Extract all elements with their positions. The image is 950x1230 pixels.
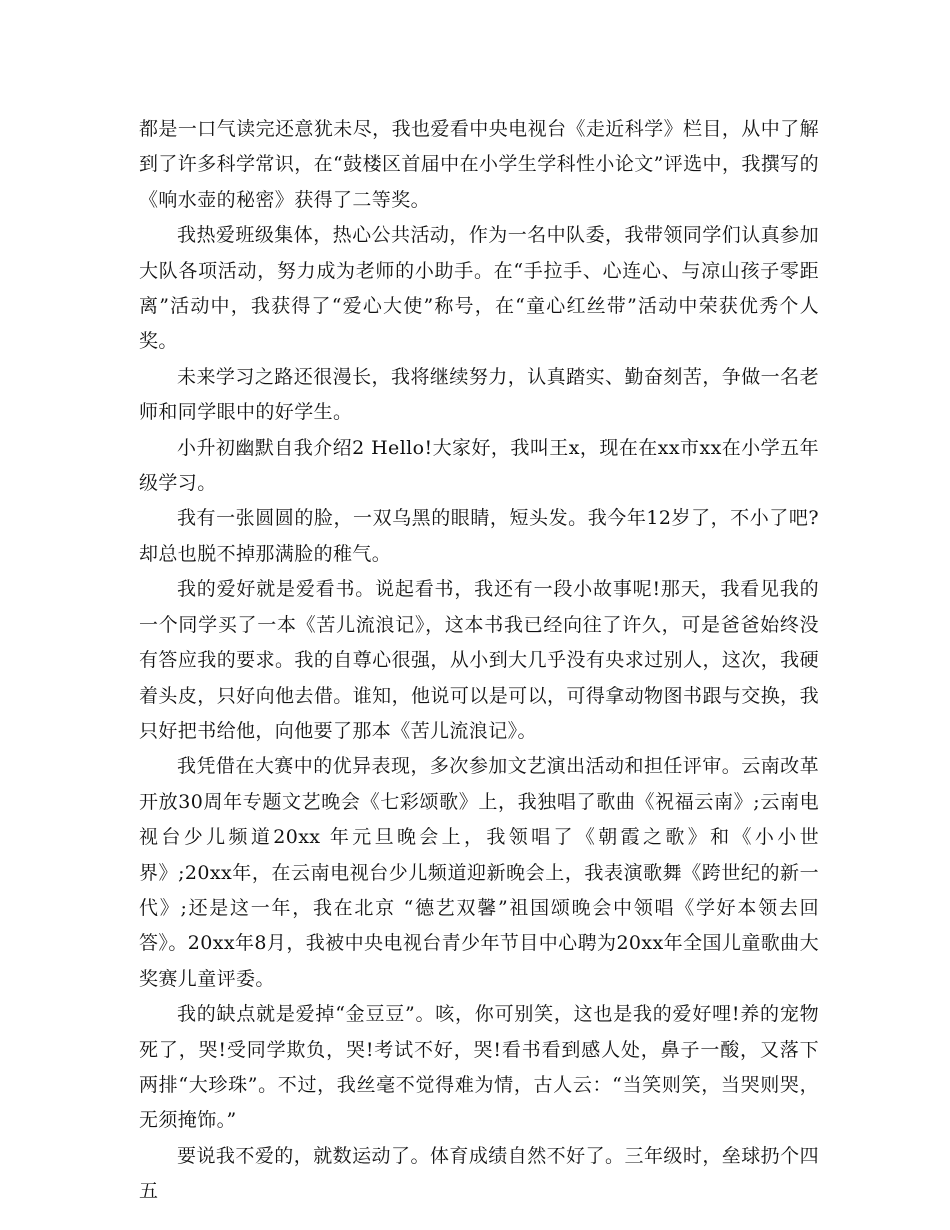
paragraph-appearance: 我有一张圆圆的脸，一双乌黑的眼睛，短头发。我今年12岁了，不小了吧?却总也脱不掉那满脸的稚气。 (139, 507, 819, 565)
paragraph-intro-2-heading: 小升初幽默自我介绍2 Hello!大家好，我叫王x，现在在xx市xx在小学五年级学习。 (139, 436, 819, 495)
paragraph-performances: 我凭借在大赛中的优异表现，多次参加文艺演出活动和担任评审。云南改革开放30周年专题文艺晚会《七彩颂歌》上，我独唱了歌曲《祝福云南》;云南电视台少儿频道20xx 年元旦晚会上，我领唱了《朝霞之歌》和《小小世界》;20xx年，在云南电视台少儿频道迎新晚会上，我表演歌舞《跨世纪的新一代》;还是这一年，我在北京 “德艺双馨”祖国颂晚会中领唱《学好本领去回答》。20xx年8月，我被中央电视台青少年节目中心聘为20xx年全国儿童歌曲大奖赛儿童评委。 (139, 755, 819, 990)
paragraph-future-study: 未来学习之路还很漫长，我将继续努力，认真踏实、勤奋刻苦，争做一名老师和同学眼中的好学生。 (139, 365, 819, 424)
paragraph-class-activities: 我热爱班级集体，热心公共活动，作为一名中队委，我带领同学们认真参加大队各项活动，努力成为老师的小助手。在“手拉手、心连心、与凉山孩子零距离”活动中，我获得了“爱心大使”称号，在“童心红丝带”活动中荣获优秀个人奖。 (139, 224, 819, 353)
paragraph-weakness-crying: 我的缺点就是爱掉“金豆豆”。咳，你可别笑，这也是我的爱好哩!养的宠物死了，哭!受同学欺负，哭!考试不好，哭!看书看到感人处，鼻子一酸，又落下两排“大珍珠”。不过，我丝毫不觉得难为情，古人云：“当笑则笑，当哭则哭，无须掩饰。” (139, 1003, 819, 1132)
paragraph-continuation: 都是一口气读完还意犹未尽，我也爱看中央电视台《走近科学》栏目，从中了解到了许多科学常识，在“鼓楼区首届中在小学生学科性小论文”评选中，我撰写的《响水壶的秘密》获得了二等奖。 (139, 118, 819, 211)
document-body (139, 112, 819, 1210)
paragraph-reading-hobby: 我的爱好就是爱看书。说起看书，我还有一段小故事呢!那天，我看见我的一个同学买了一本《苦儿流浪记》，这本书我已经向往了许久，可是爸爸始终没有答应我的要求。我的自尊心很强，从小到大几乎没有央求过别人，这次，我硬着头皮，只好向他去借。谁知，他说可以是可以，可得拿动物图书跟与交换，我只好把书给他，向他要了那本《苦儿流浪记》。 (139, 578, 819, 742)
paragraph-sports: 要说我不爱的，就数运动了。体育成绩自然不好了。三年级时，垒球扔个四五 (139, 1144, 819, 1203)
